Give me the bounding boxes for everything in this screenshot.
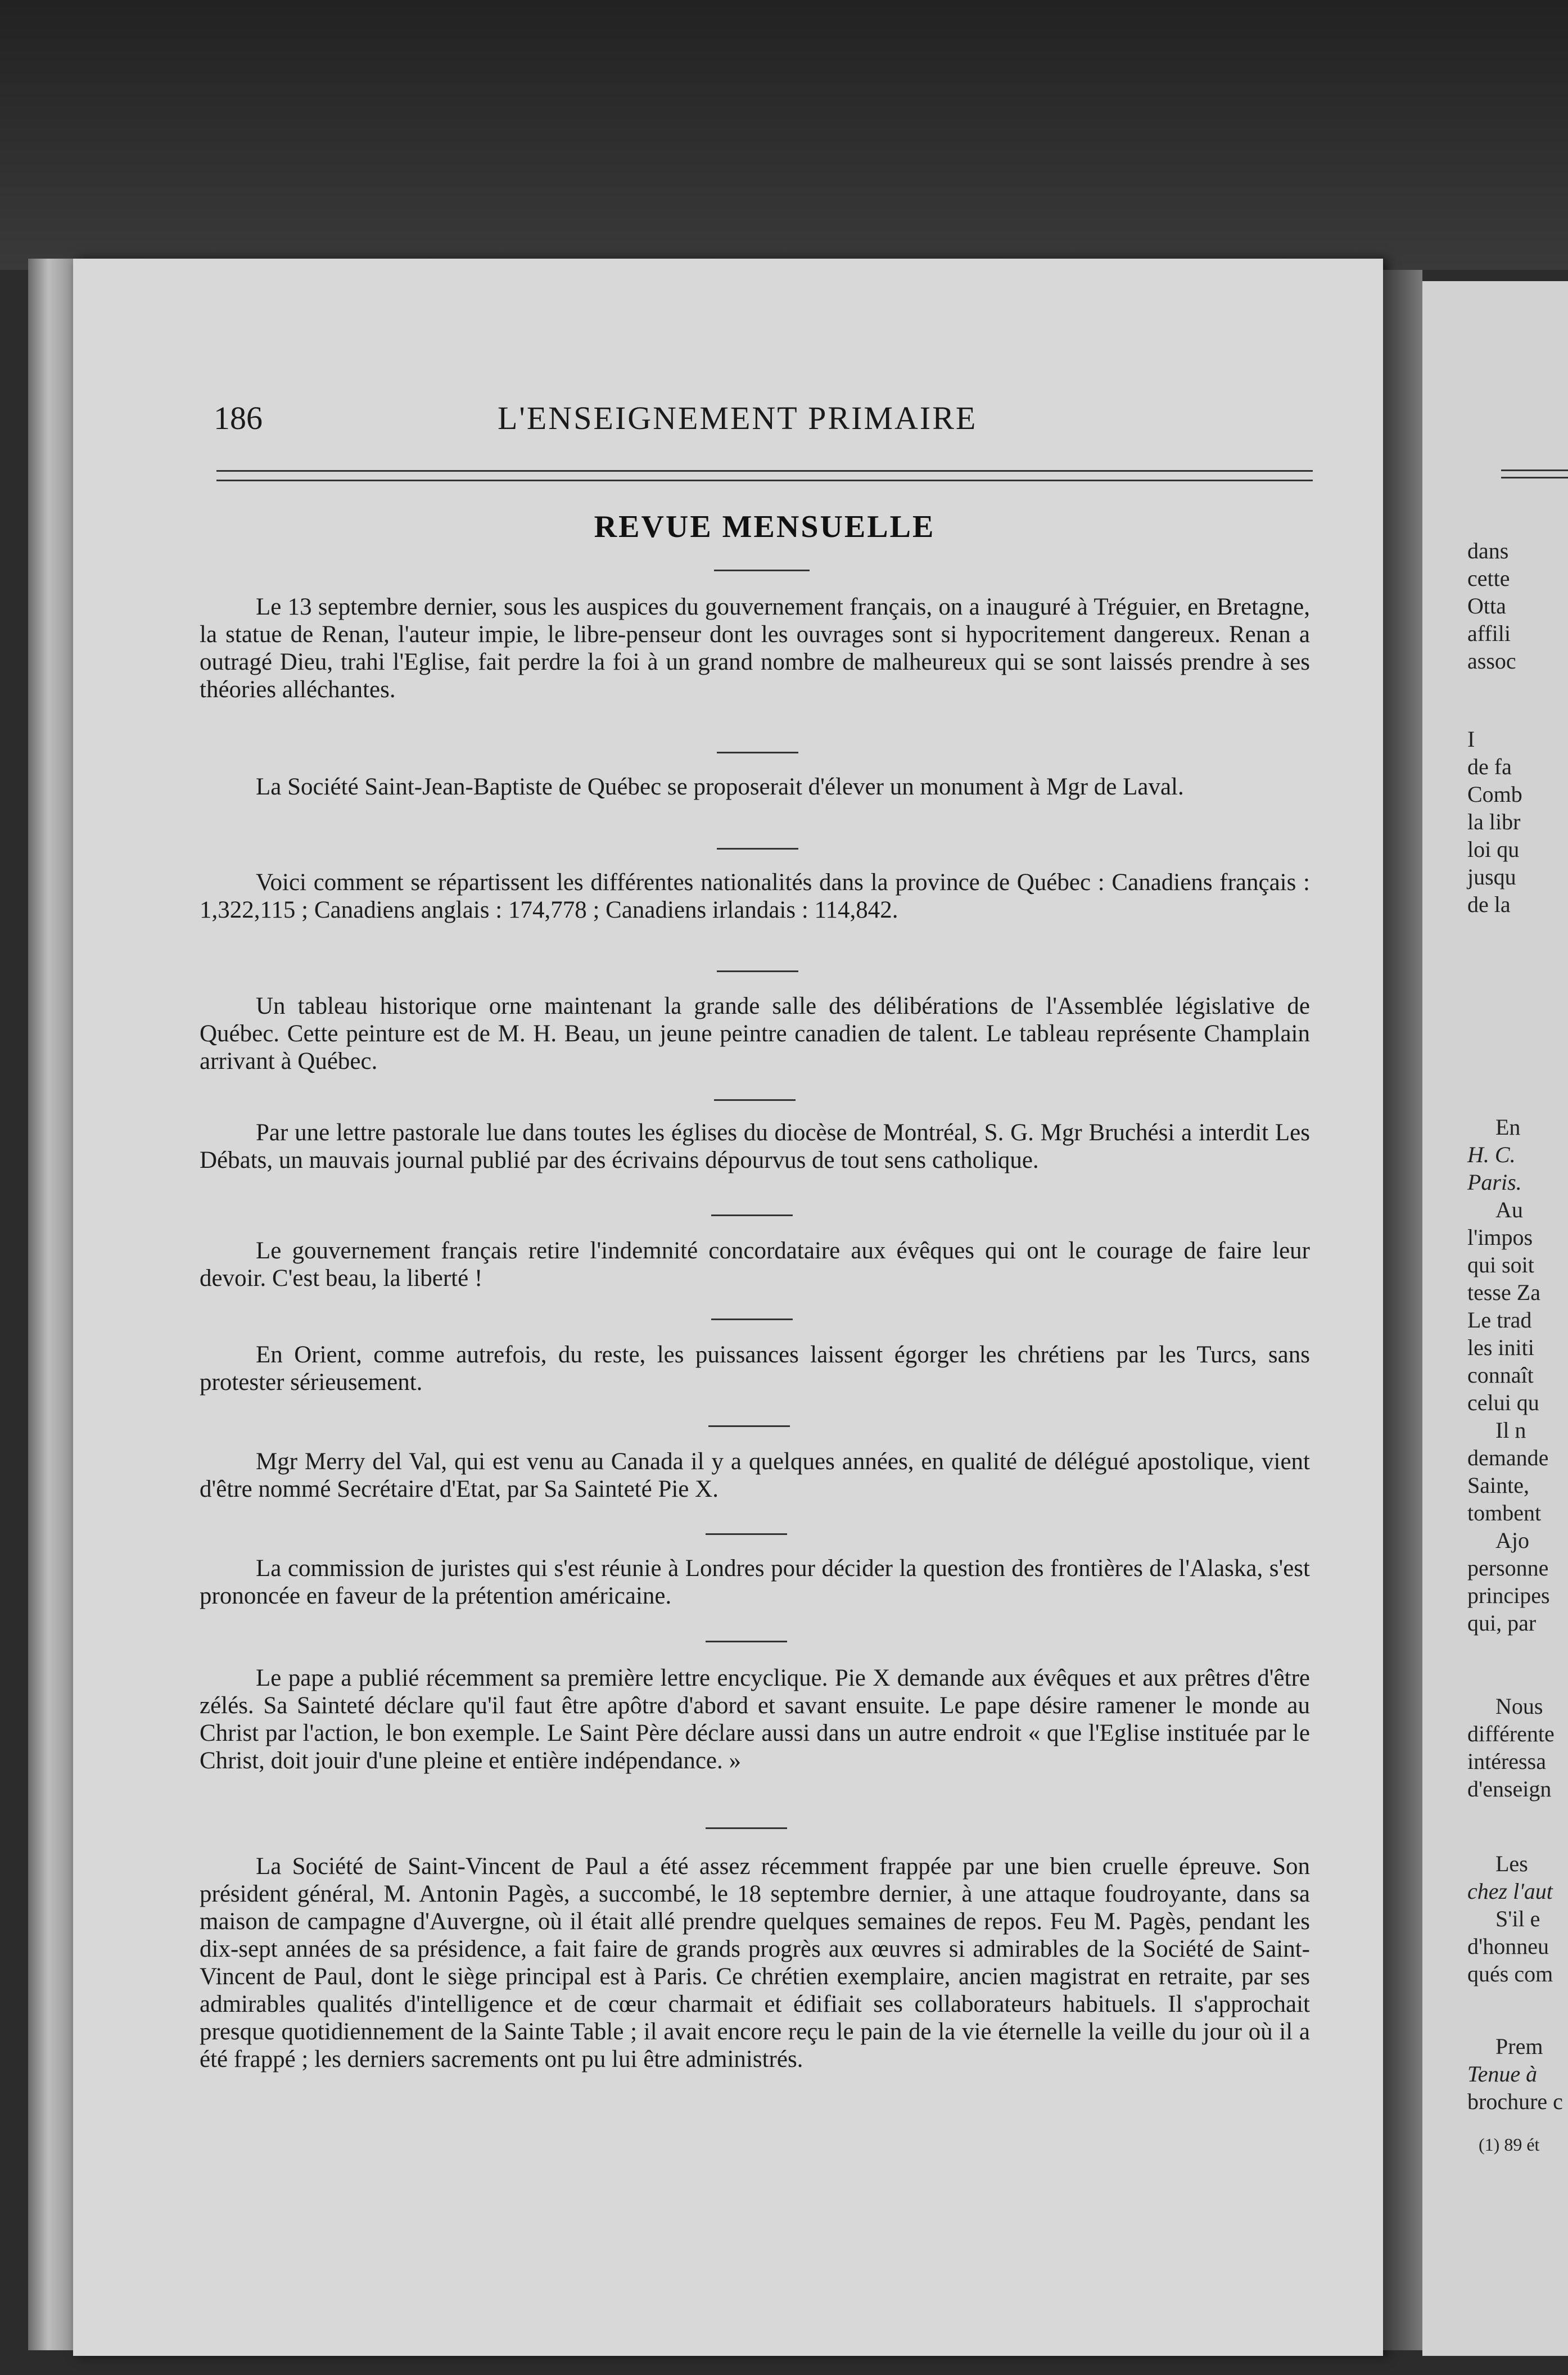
right-fragment: personne — [1467, 1555, 1549, 1581]
right-fragment: cette — [1467, 566, 1510, 591]
section-title: REVUE MENSUELLE — [594, 509, 936, 544]
right-fragment: d'honneu — [1467, 1934, 1549, 1959]
news-item-tableau: Un tableau historique orne maintenant la grande salle des délibérations de l'Assemblée législative de Québec. Cette peinture est de M. H. Beau, un jeune peintre canadien de talent. Le tableau représente Champlain arrivant à Québec. — [200, 993, 1310, 1074]
right-fragment: jusqu — [1467, 864, 1516, 890]
title-rule — [714, 570, 810, 571]
right-fragment: assoc — [1467, 648, 1516, 674]
right-fragment: S'il e — [1495, 1906, 1540, 1931]
section-divider — [717, 752, 798, 753]
right-fragment: Il n — [1495, 1417, 1526, 1443]
right-fragment: qui, par — [1467, 1610, 1537, 1636]
news-item-merry-del-val: Mgr Merry del Val, qui est venu au Canada il y a quelques années, en qualité de délégué apostolique, vient d'être nommé Secrétaire d'Etat, par Sa Sainteté Pie X. — [200, 1448, 1310, 1502]
section-divider — [706, 1641, 787, 1642]
right-fragment: Le trad — [1467, 1307, 1532, 1333]
right-fragment: tombent — [1467, 1500, 1542, 1525]
right-fragment: qui soit — [1467, 1252, 1534, 1277]
section-divider — [714, 1099, 796, 1101]
right-fragment: différente — [1467, 1721, 1555, 1746]
right-fragment: tesse Za — [1467, 1280, 1540, 1305]
section-divider — [708, 1425, 790, 1427]
right-fragment: Les — [1495, 1851, 1528, 1876]
right-fragment: connaît — [1467, 1362, 1534, 1388]
right-fragment: de la — [1467, 892, 1511, 917]
right-fragment: qués com — [1467, 1961, 1553, 1986]
news-item-nationalities: Voici comment se répartissent les différentes nationalités dans la province de Québec : Canadiens français : 1,322,115 ; Canadiens anglais : 174,778 ; Canadiens irlandais : 114,842. — [200, 869, 1310, 923]
section-divider — [711, 1214, 793, 1216]
right-page-header-rule — [1501, 469, 1568, 478]
right-fragment: Prem — [1495, 2034, 1543, 2059]
section-divider — [706, 1827, 787, 1829]
running-title: L'ENSEIGNEMENT PRIMAIRE — [498, 400, 978, 436]
right-fragment: la libr — [1467, 809, 1521, 834]
news-item-monument-laval: La Société Saint-Jean-Baptiste de Québec se proposerait d'élever un monument à Mgr de Laval. — [256, 774, 1184, 800]
right-fragment: celui qu — [1467, 1390, 1539, 1415]
right-fragment: dans — [1467, 538, 1509, 563]
right-fragment: intéressa — [1467, 1749, 1546, 1774]
section-divider — [717, 848, 798, 850]
right-fragment: demande — [1467, 1445, 1549, 1470]
scan-background-top — [0, 0, 1568, 270]
right-fragment: Sainte, — [1467, 1473, 1529, 1498]
right-fragment: les initi — [1467, 1335, 1534, 1360]
right-fragment: Paris. — [1467, 1170, 1522, 1195]
running-head — [141, 394, 1321, 444]
news-item-debats: Par une lettre pastorale lue dans toutes les églises du diocèse de Montréal, S. G. Mgr Bruchési a interdit Les Débats, un mauvais journal publié par des écrivains dépourvus de tout sens catholique. — [200, 1119, 1310, 1173]
right-fragment: d'enseign — [1467, 1776, 1552, 1801]
news-item-indemnite: Le gouvernement français retire l'indemnité concordataire aux évêques qui ont le courage de faire leur devoir. C'est beau, la liberté ! — [200, 1238, 1310, 1292]
right-fragment: de fa — [1467, 754, 1512, 779]
book-gutter — [1383, 270, 1422, 2350]
section-divider — [706, 1533, 787, 1535]
header-double-rule — [216, 470, 1313, 481]
news-item-encyclique: Le pape a publié récemment sa première lettre encyclique. Pie X demande aux évêques et aux prêtres d'être zélés. Sa Sainteté déclare qu'il faut être apôtre d'abord et savant ensuite. Le pape désire ramener le monde au Christ par l'action, le bon exemple. Le Saint Père déclare aussi dans un autre endroit « que l'Eglise instituée par le Christ, doit jouir d'une pleine et entière indépendance. » — [200, 1665, 1310, 1774]
right-fragment: Nous — [1495, 1694, 1543, 1719]
right-fragment: Tenue à — [1467, 2061, 1538, 2087]
section-divider — [717, 970, 798, 972]
right-page-edge — [1422, 281, 1568, 2356]
right-fragment: H. C. — [1467, 1142, 1516, 1167]
footnote-fragment: (1) 89 ét — [1479, 2134, 1540, 2155]
section-divider — [711, 1319, 793, 1320]
right-fragment: affili — [1467, 621, 1511, 646]
right-fragment: Otta — [1467, 593, 1506, 618]
news-item-renan: Le 13 septembre dernier, sous les auspices du gouvernement français, on a inauguré à Tréguier, en Bretagne, la statue de Renan, l'auteur impie, le libre-penseur dont les ouvrages sont si hypocritement dangereux. Renan a outragé Dieu, trahi l'Eglise, fait perdre la foi à un grand nombre de malheureux qui se sont laissés prendre à ses théories alléchantes. — [200, 594, 1310, 703]
right-fragment: l'impos — [1467, 1225, 1533, 1250]
right-fragment: brochure c — [1467, 2089, 1563, 2114]
right-fragment: I — [1467, 726, 1475, 752]
news-item-saint-vincent: La Société de Saint-Vincent de Paul a été assez récemment frappée par une bien cruelle épreuve. Son président général, M. Antonin Pagès, a succombé, le 18 septembre dernier, à une attaque foudroyante, dans sa maison de campagne d'Auvergne, où il était allé prendre quelques semaines de repos. Feu M. Pagès, pendant les dix-sept années de sa présidence, a fait faire de grands progrès aux œuvres si admirables de la Société de Saint-Vincent de Paul, dont le siège principal est à Paris. Ce chrétien exemplaire, ancien magistrat en retraite, par ses admirables qualités d'intelligence et de cœur charmait et édifiait ses collaborateurs habituels. Il s'approchait presque quotidiennement de la Sainte Table ; il avait encore reçu le pain de la vie éternelle la veille du jour où il a été frappé ; les derniers sacrements ont pu lui être administrés. — [200, 1853, 1310, 2073]
book-spine — [28, 259, 79, 2350]
right-fragment: Ajo — [1495, 1528, 1529, 1553]
news-item-orient: En Orient, comme autrefois, du reste, les puissances laissent égorger les chrétiens par les Turcs, sans protester sérieusement. — [200, 1342, 1310, 1396]
page-number: 186 — [214, 400, 263, 436]
right-fragment: Au — [1495, 1197, 1523, 1222]
right-fragment: loi qu — [1467, 837, 1520, 862]
news-item-alaska: La commission de juristes qui s'est réunie à Londres pour décider la question des frontières de l'Alaska, s'est prononcée en faveur de la prétention américaine. — [200, 1555, 1310, 1609]
right-fragment: En — [1495, 1114, 1521, 1140]
right-fragment: principes — [1467, 1583, 1550, 1608]
right-fragment: chez l'aut — [1467, 1879, 1553, 1904]
right-fragment: Comb — [1467, 782, 1522, 807]
